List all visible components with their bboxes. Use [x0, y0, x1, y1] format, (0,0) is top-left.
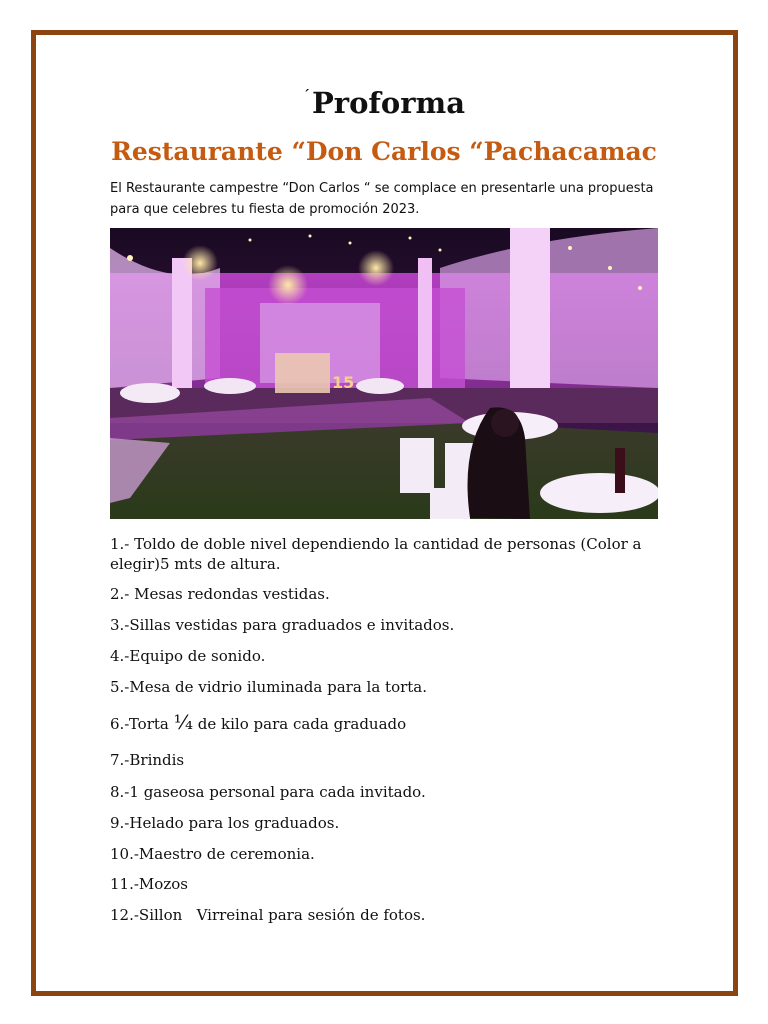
intro-paragraph: El Restaurante campestre “Don Carlos “ se complace en presentarle una propuesta para que celebres tu fiesta de promoción 2023.	[110, 181, 654, 217]
list-item: 10.-Maestro de ceremonia.	[110, 845, 315, 863]
restaurant-subtitle: Restaurante “Don Carlos “Pachacamac	[111, 137, 657, 166]
list-item: 1.- Toldo de doble nivel dependiendo la cantidad de personas (Color a elegir)5 mts de altura.	[110, 535, 642, 573]
list-item: 7.-Brindis	[110, 751, 185, 769]
list-item: 4.-Equipo de sonido.	[110, 647, 266, 665]
cake-item-suffix: de kilo para cada graduado	[193, 715, 407, 733]
cake-fraction: ¼	[173, 710, 194, 734]
list-item: 12.-Sillon Virreinal para sesión de fotos.	[110, 906, 426, 924]
list-item: 5.-Mesa de vidrio iluminada para la torta.	[110, 678, 428, 696]
cake-item-prefix: 6.-Torta	[110, 715, 174, 733]
list-item: 8.-1 gaseosa personal para cada invitado.	[110, 783, 426, 801]
list-item: 3.-Sillas vestidas para graduados e invitados.	[110, 616, 455, 634]
venue-photo	[110, 228, 658, 519]
list-item-cake	[110, 712, 406, 734]
photo-number-sign: 15	[332, 373, 355, 392]
title-text: Proforma	[311, 86, 465, 120]
list-item: 11.-Mozos	[110, 875, 188, 893]
title-tick-mark: ´	[302, 88, 310, 104]
page-title	[0, 86, 768, 120]
list-item: 9.-Helado para los graduados.	[110, 814, 340, 832]
list-item: 2.- Mesas redondas vestidas.	[110, 585, 330, 603]
